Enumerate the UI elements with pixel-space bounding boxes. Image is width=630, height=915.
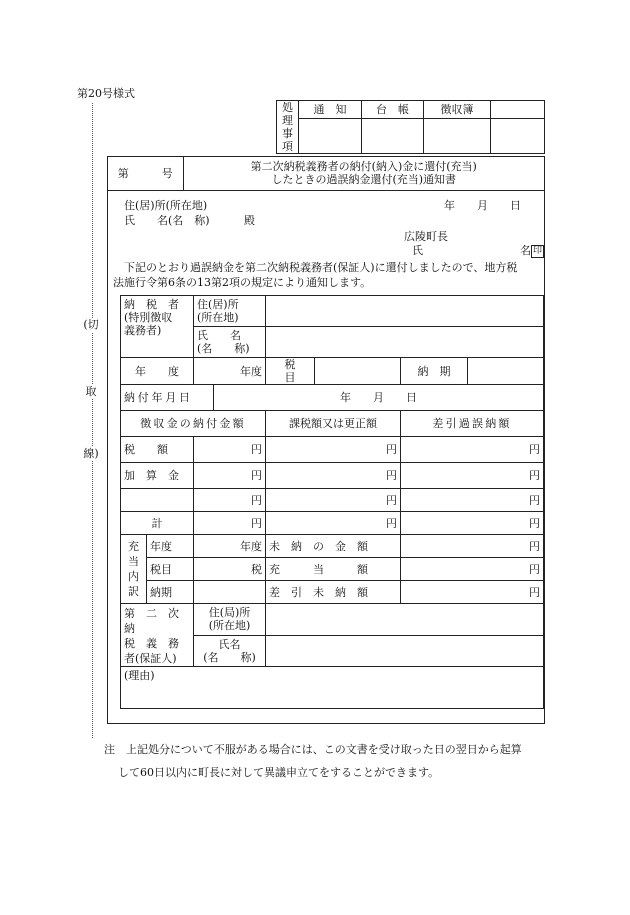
processing-col-collection-book: 徴収簿 [424, 101, 491, 119]
addressee-honorific: 殿 [244, 214, 255, 227]
fiscal-year-label: 年 度 [121, 358, 194, 385]
blank-overpaid-value[interactable]: 円 [401, 489, 544, 512]
processing-table [276, 100, 545, 154]
alloc-tax-label: 税目 [147, 558, 194, 581]
document-number: 第 号 [108, 156, 183, 191]
secondary-name-value[interactable] [266, 635, 544, 667]
payment-date-label: 納付年月日 [121, 385, 214, 411]
processing-cell-blank[interactable] [491, 119, 545, 154]
col-header-assessed: 課税額又は更正額 [266, 411, 401, 437]
processing-cell-notice[interactable] [299, 119, 362, 154]
alloc-tax-value[interactable]: 税 [194, 558, 266, 581]
additional-overpaid-value[interactable]: 円 [401, 463, 544, 489]
taxpayer-label: 納 税 者 (特別徴収 義務者) [121, 296, 194, 358]
taxpayer-address-value[interactable] [266, 296, 544, 327]
issue-date: 年 月 日 [444, 199, 521, 212]
processing-cell-collection-book[interactable] [424, 119, 491, 154]
cut-line [92, 103, 93, 738]
col-header-overpaid: 差引過誤納額 [401, 411, 544, 437]
unpaid-amount-value[interactable]: 円 [401, 535, 544, 558]
taxpayer-name-value[interactable] [266, 327, 544, 358]
taxpayer-name-label: 氏 名 (名 称) [194, 327, 266, 358]
secondary-address-label: 住(局)所 (所在地) [194, 604, 266, 636]
processing-col-notice: 通 知 [299, 101, 362, 119]
reason-field[interactable] [121, 667, 544, 709]
alloc-year-label: 年度 [147, 535, 194, 558]
remaining-unpaid-value[interactable]: 円 [401, 581, 544, 604]
total-collected-value[interactable]: 円 [194, 512, 266, 535]
additional-collected-value[interactable]: 円 [194, 463, 266, 489]
notice-title: 第二次納税義務者の納付(納入)金に還付(充当) したときの過誤納金還付(充当)通知書 [183, 156, 544, 191]
tax-item-value[interactable] [315, 358, 401, 385]
due-period-label: 納 期 [401, 358, 468, 385]
allocated-amount-value[interactable]: 円 [401, 558, 544, 581]
refund-details-table [120, 295, 544, 709]
form-number-label: 第20号様式 [77, 87, 135, 100]
allocated-amount-label: 充 当 額 [266, 558, 401, 581]
tax-overpaid-value[interactable]: 円 [401, 437, 544, 463]
reason-label: (理由) [124, 669, 155, 682]
note-line-2: して60日以内に町長に対して異議申立てをすることができます。 [118, 766, 440, 779]
unpaid-amount-label: 未 納 の 金 額 [266, 535, 401, 558]
alloc-year-value[interactable]: 年度 [194, 535, 266, 558]
secondary-obligor-label: 第 二 次 納 税 義 務 者(保証人) [121, 604, 194, 667]
row-additional-label: 加 算 金 [121, 463, 194, 489]
blank-collected-value[interactable]: 円 [194, 489, 266, 512]
allocation-breakdown-label: 充 当 内 訳 [121, 535, 147, 604]
issuer-title: 広陵町長 [404, 230, 448, 243]
body-text-line-1: 下記のとおり過誤納金を第二次納税義務者(保証人)に還付しましたので、地方税 [124, 261, 518, 274]
addressee-address-label: 住(居)所(所在地) [124, 199, 208, 212]
due-period-value[interactable] [468, 358, 544, 385]
alloc-period-label: 納期 [147, 581, 194, 604]
total-assessed-value[interactable]: 円 [266, 512, 401, 535]
row-tax-label: 税 額 [121, 437, 194, 463]
total-overpaid-value[interactable]: 円 [401, 512, 544, 535]
remaining-unpaid-label: 差 引 未 納 額 [266, 581, 401, 604]
issuer-seal [520, 242, 544, 258]
processing-cell-ledger[interactable] [362, 119, 424, 154]
blank-assessed-value[interactable]: 円 [266, 489, 401, 512]
cut-line-label-take: 取 [83, 385, 99, 399]
row-blank-label [121, 489, 194, 512]
processing-label: 処理事項 [277, 101, 299, 154]
notice-header [108, 156, 544, 191]
issuer-seal-text: 名 [520, 244, 531, 257]
addressee-name-label: 氏 名(名 称) [124, 214, 210, 227]
payment-date-value[interactable]: 年 月 日 [214, 385, 544, 411]
processing-col-blank [491, 101, 545, 119]
cut-line-label-close: 線) [83, 447, 99, 460]
col-header-collected: 徴収金の納付金額 [121, 411, 266, 437]
fiscal-year-value[interactable]: 年度 [194, 358, 266, 385]
secondary-address-value[interactable] [266, 604, 544, 636]
tax-collected-value[interactable]: 円 [194, 437, 266, 463]
additional-assessed-value[interactable]: 円 [266, 463, 401, 489]
issuer-name-label: 氏 [412, 244, 423, 257]
seal-box: 印 [532, 245, 542, 256]
secondary-name-label: 氏名 (名 称) [194, 635, 266, 667]
tax-item-label: 税 目 [266, 358, 315, 385]
tax-assessed-value[interactable]: 円 [266, 437, 401, 463]
cut-line-label-open: (切 [83, 318, 99, 331]
row-total-label: 計 [121, 512, 194, 535]
taxpayer-address-label: 住(居)所 (所在地) [194, 296, 266, 327]
alloc-period-value[interactable] [194, 581, 266, 604]
processing-col-ledger: 台 帳 [362, 101, 424, 119]
note-line-1: 注 上記処分について不服がある場合には、この文書を受け取った日の翌日から起算 [104, 743, 522, 756]
body-text-line-2: 法施行令第6条の13第2項の規定により通知します。 [113, 276, 372, 289]
